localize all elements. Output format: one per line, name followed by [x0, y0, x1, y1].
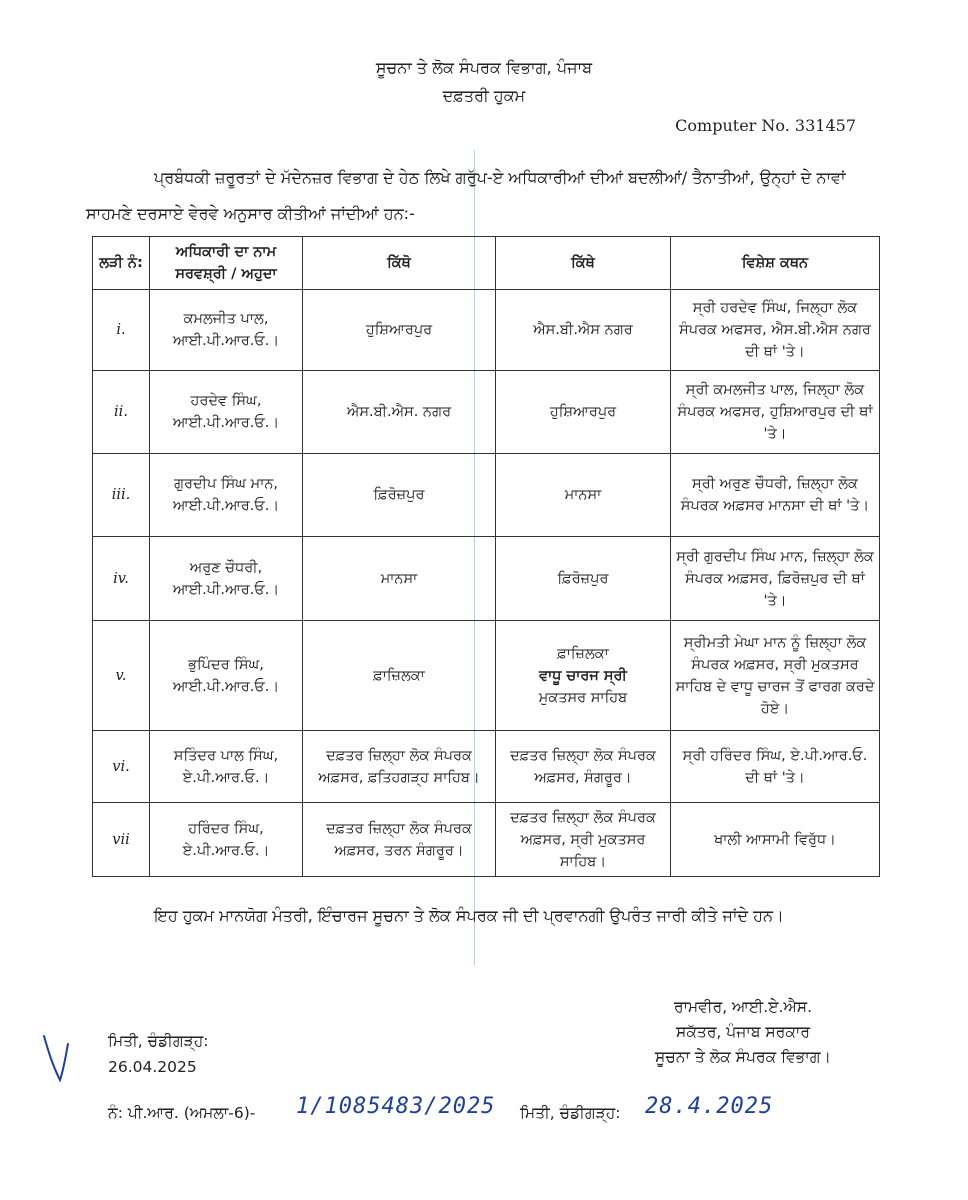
table-row: [93, 371, 880, 454]
cell-officer-name: ਹਰਿੰਦਰ ਸਿੰਘ, ਏ.ਪੀ.ਆਰ.ਓ.।: [150, 803, 303, 877]
header-remarks: ਵਿਸ਼ੇਸ਼ ਕਥਨ: [671, 237, 880, 290]
signer-designation: ਸਕੱਤਰ, ਪੰਜਾਬ ਸਰਕਾਰ: [676, 1023, 810, 1041]
order-date-label: ਮਿਤੀ, ਚੰਡੀਗੜ੍ਹ:: [108, 1032, 209, 1050]
cell-remarks: ਸ੍ਰੀ ਹਰਦੇਵ ਸਿੰਘ, ਜਿਲ੍ਹਾ ਲੋਕ ਸੰਪਰਕ ਅਫਸਰ, ਐਸ.ਬੀ.ਐਸ ਨਗਰ ਦੀ ਥਾਂ 'ਤੇ।: [671, 290, 880, 371]
cell-to: ਫ਼ਿਰੋਜ਼ਪੁਰ: [496, 537, 671, 621]
header-serial: ਲੜੀ ਨੰ:: [93, 237, 150, 290]
signer-name: ਰਾਮਵੀਰ, ਆਈ.ਏ.ਐਸ.: [673, 998, 813, 1016]
cell-officer-name: ਸਤਿੰਦਰ ਪਾਲ ਸਿੰਘ, ਏ.ਪੀ.ਆਰ.ਓ.।: [150, 731, 303, 803]
cell-remarks: ਖਾਲੀ ਆਸਾਮੀ ਵਿਰੁੱਧ।: [671, 803, 880, 877]
cell-remarks: ਸ੍ਰੀ ਹਰਿੰਦਰ ਸਿੰਘ, ਏ.ਪੀ.ਆਰ.ਓ. ਦੀ ਥਾਂ 'ਤੇ।: [671, 731, 880, 803]
to-station: ਫ਼ਾਜ਼ਿਲਕਾ: [557, 645, 609, 662]
endorsement-date-label: ਮਿਤੀ, ਚੰਡੀਗੜ੍ਹ:: [520, 1104, 621, 1122]
cell-remarks: ਸ੍ਰੀਮਤੀ ਮੇਘਾ ਮਾਨ ਨੂੰ ਜ਼ਿਲ੍ਹਾ ਲੋਕ ਸੰਪਰਕ ਅਫ਼ਸਰ, ਸ੍ਰੀ ਮੁਕਤਸਰ ਸਾਹਿਬ ਦੇ ਵਾਧੂ ਚਾਰਜ ਤੋਂ ਫਾਰਗ ਕਰਦੇ ਹੋਏ।: [671, 621, 880, 731]
department-heading: ਸੂਚਨਾ ਤੇ ਲੋਕ ਸੰਪਰਕ ਵਿਭਾਗ, ਪੰਜਾਬ: [375, 58, 593, 77]
cell-officer-name: ਅਰੁਣ ਚੌਧਰੀ, ਆਈ.ਪੀ.ਆਰ.ਓ.।: [150, 537, 303, 621]
cell-officer-name: ਕਮਲਜੀਤ ਪਾਲ, ਆਈ.ਪੀ.ਆਰ.ਓ.।: [150, 290, 303, 371]
cell-from: ਦਫ਼ਤਰ ਜ਼ਿਲ੍ਹਾ ਲੋਕ ਸੰਪਰਕ ਅਫ਼ਸਰ, ਤਰਨ ਸੰਗਰੂਰ।: [303, 803, 496, 877]
cell-serial: i.: [93, 290, 150, 371]
cell-officer-name: ਭੁਪਿੰਦਰ ਸਿੰਘ, ਆਈ.ਪੀ.ਆਰ.ਓ.।: [150, 621, 303, 731]
signer-department: ਸੂਚਨਾ ਤੇ ਲੋਕ ਸੰਪਰਕ ਵਿਭਾਗ।: [655, 1048, 831, 1066]
endorsement-number-handwritten: 1/1085483/2025: [296, 1094, 496, 1119]
cell-from: ਫ਼ਿਰੋਜ਼ਪੁਰ: [303, 454, 496, 537]
cell-to: ਹੁਸ਼ਿਆਰਪੁਰ: [496, 371, 671, 454]
cell-to: [496, 621, 671, 731]
table-header-row: [93, 237, 880, 290]
signature-block: [608, 995, 878, 1070]
cell-from: ਮਾਨਸਾ: [303, 537, 496, 621]
table-row: [93, 803, 880, 877]
cell-from: ਹੁਸ਼ਿਆਰਪੁਰ: [303, 290, 496, 371]
cell-to: ਦਫ਼ਤਰ ਜ਼ਿਲ੍ਹਾ ਲੋਕ ਸੰਪਰਕ ਅਫ਼ਸਰ, ਸ੍ਰੀ ਮੁਕਤਸਰ ਸਾਹਿਬ।: [496, 803, 671, 877]
intro-paragraph: ਪ੍ਰਬੰਧਕੀ ਜ਼ਰੂਰਤਾਂ ਦੇ ਮੱਦੇਨਜ਼ਰ ਵਿਭਾਗ ਦੇ ਹੇਠ ਲਿਖੇ ਗਰੁੱਪ-ਏ ਅਧਿਕਾਰੀਆਂ ਦੀਆਂ ਬਦਲੀਆਂ/ ਤੈਨਾਤੀਆਂ, ਉਨ੍ਹਾਂ ਦੇ ਨਾਵਾਂ ਸਾਹਮਣੇ ਦਰਸਾਏ ਵੇਰਵੇ ਅਨੁਸਾਰ ਕੀਤੀਆਂ ਜਾਂਦੀਆਂ ਹਨ:-: [86, 168, 846, 223]
approval-paragraph: ਇਹ ਹੁਕਮ ਮਾਨਯੋਗ ਮੰਤਰੀ, ਇੰਚਾਰਜ ਸੂਚਨਾ ਤੇ ਲੋਕ ਸੰਪਰਕ ਜੀ ਦੀ ਪ੍ਰਵਾਨਗੀ ਉਪਰੰਤ ਜਾਰੀ ਕੀਤੇ ਜਾਂਦੇ ਹਨ।: [154, 906, 784, 925]
computer-number: Computer No. 331457: [675, 116, 856, 135]
cell-to: ਐਸ.ਬੀ.ਐਸ ਨਗਰ: [496, 290, 671, 371]
cell-to: ਮਾਨਸਾ: [496, 454, 671, 537]
additional-charge-station: ਮੁਕਤਸਰ ਸਾਹਿਬ: [538, 689, 628, 706]
endorsement-date-handwritten: 28.4.2025: [645, 1094, 774, 1119]
cell-serial: vi.: [93, 731, 150, 803]
cell-from: ਦਫ਼ਤਰ ਜ਼ਿਲ੍ਹਾ ਲੋਕ ਸੰਪਰਕ ਅਫ਼ਸਰ, ਫ਼ਤਿਹਗੜ੍ਹ ਸਾਹਿਬ।: [303, 731, 496, 803]
order-date: 26.04.2025: [108, 1058, 197, 1076]
cell-from: ਐਸ.ਬੀ.ਐਸ. ਨਗਰ: [303, 371, 496, 454]
cell-serial: ii.: [93, 371, 150, 454]
endorsement-label: ਨੰ: ਪੀ.ਆਰ. (ਅਮਲਾ-6)-: [108, 1104, 256, 1122]
cell-remarks: ਸ੍ਰੀ ਅਰੁਣ ਚੌਧਰੀ, ਜ਼ਿਲ੍ਹਾ ਲੋਕ ਸੰਪਰਕ ਅਫ਼ਸਰ ਮਾਨਸਾ ਦੀ ਥਾਂ 'ਤੇ।: [671, 454, 880, 537]
transfer-table: [92, 236, 880, 877]
header-officer-name: ਅਧਿਕਾਰੀ ਦਾ ਨਾਮ ਸਰਵਸ਼੍ਰੀ / ਅਹੁਦਾ: [150, 237, 303, 290]
additional-charge-label: ਵਾਧੂ ਚਾਰਜ ਸ੍ਰੀ: [539, 667, 627, 684]
cell-remarks: ਸ੍ਰੀ ਕਮਲਜੀਤ ਪਾਲ, ਜਿਲ੍ਹਾ ਲੋਕ ਸੰਪਰਕ ਅਫਸਰ, ਹੁਸ਼ਿਆਰਪੁਰ ਦੀ ਥਾਂ 'ਤੇ।: [671, 371, 880, 454]
cell-officer-name: ਹਰਦੇਵ ਸਿੰਘ, ਆਈ.ਪੀ.ਆਰ.ਓ.।: [150, 371, 303, 454]
cell-to: ਦਫ਼ਤਰ ਜ਼ਿਲ੍ਹਾ ਲੋਕ ਸੰਪਰਕ ਅਫ਼ਸਰ, ਸੰਗਰੂਰ।: [496, 731, 671, 803]
order-title: ਦਫ਼ਤਰੀ ਹੁਕਮ: [442, 86, 526, 105]
header-from: ਕਿੱਥੋ: [303, 237, 496, 290]
table-row: [93, 290, 880, 371]
cell-serial: vii: [93, 803, 150, 877]
table-row: [93, 731, 880, 803]
cell-serial: iii.: [93, 454, 150, 537]
cell-serial: iv.: [93, 537, 150, 621]
order-date-block: [108, 1028, 208, 1080]
header-to: ਕਿੱਥੇ: [496, 237, 671, 290]
table-row: [93, 454, 880, 537]
cell-officer-name: ਗੁਰਦੀਪ ਸਿੰਘ ਮਾਨ, ਆਈ.ਪੀ.ਆਰ.ਓ.।: [150, 454, 303, 537]
cell-serial: v.: [93, 621, 150, 731]
table-row: [93, 621, 880, 731]
table-row: [93, 537, 880, 621]
handwritten-tick-icon: [38, 1030, 78, 1090]
cell-from: ਫ਼ਾਜ਼ਿਲਕਾ: [303, 621, 496, 731]
cell-remarks: ਸ੍ਰੀ ਗੁਰਦੀਪ ਸਿੰਘ ਮਾਨ, ਜ਼ਿਲ੍ਹਾ ਲੋਕ ਸੰਪਰਕ ਅਫ਼ਸਰ, ਫ਼ਿਰੋਜ਼ਪੁਰ ਦੀ ਥਾਂ 'ਤੇ।: [671, 537, 880, 621]
